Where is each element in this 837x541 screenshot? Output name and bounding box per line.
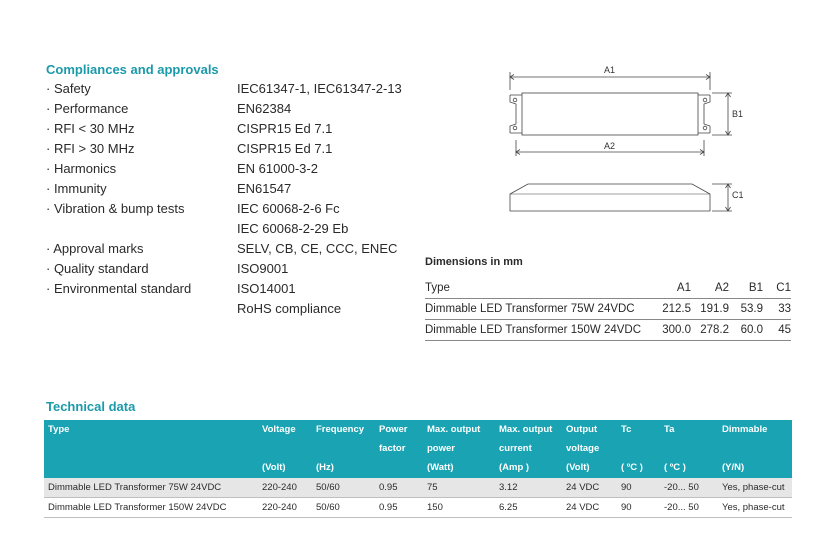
dimension-type-cell: Type <box>425 278 657 299</box>
header-cell: ( ºC ) <box>664 462 686 473</box>
table-cell: 50/60 <box>316 502 340 513</box>
dimension-value-cell: A1 <box>657 278 691 299</box>
compliance-value: EN61547 <box>237 181 292 196</box>
compliance-value: IEC61347-1, IEC61347-2-13 <box>237 81 402 96</box>
table-cell: -20... 50 <box>664 482 699 493</box>
header-cell: (Y/N) <box>722 462 745 473</box>
table-cell: 50/60 <box>316 482 340 493</box>
table-cell: 90 <box>621 482 632 493</box>
table-cell: 220-240 <box>262 502 297 513</box>
dimension-value-cell: A2 <box>691 278 729 299</box>
compliance-value: RoHS compliance <box>237 301 342 316</box>
dimensions-title: Dimensions in mm <box>425 256 523 268</box>
dimension-value-cell: 278.2 <box>691 320 729 341</box>
compliance-label: · Safety <box>46 81 91 96</box>
dimension-value-cell: 45 <box>763 320 791 341</box>
dimension-value-cell: 53.9 <box>729 299 763 320</box>
dimension-value-cell: 212.5 <box>657 299 691 320</box>
header-cell: factor <box>379 443 406 454</box>
header-cell: Power <box>379 424 408 435</box>
table-cell: 6.25 <box>499 502 518 513</box>
compliance-value: ISO9001 <box>237 261 289 276</box>
compliance-label: · Environmental standard <box>46 281 192 296</box>
compliance-value: CISPR15 Ed 7.1 <box>237 121 333 136</box>
table-cell: Dimmable LED Transformer 75W 24VDC <box>48 482 222 493</box>
header-cell: Frequency <box>316 424 365 435</box>
header-cell: Output <box>566 424 598 435</box>
technical-table-header <box>44 420 792 478</box>
header-cell: (Watt) <box>427 462 454 473</box>
table-cell: 0.95 <box>379 482 398 493</box>
table-cell: 3.12 <box>499 482 518 493</box>
dimension-type-cell: Dimmable LED Transformer 75W 24VDC <box>425 299 657 320</box>
compliance-label: · RFI < 30 MHz <box>46 121 135 136</box>
header-cell: (Hz) <box>316 462 334 473</box>
header-cell: Max. output <box>499 424 553 435</box>
header-cell: Ta <box>664 424 675 435</box>
compliance-value: EN 61000-3-2 <box>237 161 318 176</box>
dimensions-row <box>425 299 791 320</box>
header-cell: Dimmable <box>722 424 768 435</box>
compliance-label: · Vibration & bump tests <box>46 201 185 216</box>
compliance-label: · Harmonics <box>46 161 117 176</box>
table-cell: 24 VDC <box>566 482 600 493</box>
compliances-title: Compliances and approvals <box>46 62 219 77</box>
technical-title: Technical data <box>46 399 136 414</box>
compliance-label: · Performance <box>46 101 129 116</box>
dimension-value-cell: 300.0 <box>657 320 691 341</box>
table-cell: Yes, phase-cut <box>722 502 785 513</box>
label-a2: A2 <box>604 141 616 151</box>
header-cell: Tc <box>621 424 632 435</box>
dimension-diagram <box>500 60 760 220</box>
header-cell: (Volt) <box>262 462 286 473</box>
header-cell: Voltage <box>262 424 296 435</box>
compliance-value: EN62384 <box>237 101 292 116</box>
table-cell: 75 <box>427 482 438 493</box>
header-cell: current <box>499 443 532 454</box>
table-cell: 150 <box>427 502 443 513</box>
header-cell: Max. output <box>427 424 481 435</box>
table-row <box>44 478 792 498</box>
dimensions-header-row <box>425 278 791 299</box>
compliance-value: CISPR15 Ed 7.1 <box>237 141 333 156</box>
compliance-label: · RFI > 30 MHz <box>46 141 135 156</box>
dimension-value-cell: C1 <box>763 278 791 299</box>
dimension-value-cell: B1 <box>729 278 763 299</box>
compliance-value: ISO14001 <box>237 281 296 296</box>
dimensions-table <box>425 278 791 341</box>
table-cell: 90 <box>621 502 632 513</box>
compliance-value: IEC 60068-2-6 Fc <box>237 201 340 216</box>
table-cell: Yes, phase-cut <box>722 482 785 493</box>
label-b1: B1 <box>732 109 744 119</box>
compliance-label: · Approval marks <box>46 241 144 256</box>
dimension-value-cell: 33 <box>763 299 791 320</box>
label-c1: C1 <box>732 190 744 200</box>
compliance-label: · Quality standard <box>46 261 149 276</box>
header-cell: ( ºC ) <box>621 462 643 473</box>
header-cell: (Volt) <box>566 462 590 473</box>
header-cell: power <box>427 443 455 454</box>
table-row <box>44 498 792 518</box>
dimensions-row <box>425 320 791 341</box>
table-cell: -20... 50 <box>664 502 699 513</box>
table-cell: 0.95 <box>379 502 398 513</box>
dimension-value-cell: 60.0 <box>729 320 763 341</box>
dimension-value-cell: 191.9 <box>691 299 729 320</box>
dimension-type-cell: Dimmable LED Transformer 150W 24VDC <box>425 320 657 341</box>
label-a1: A1 <box>604 65 616 75</box>
compliance-value: IEC 60068-2-29 Eb <box>237 221 349 236</box>
header-cell: Type <box>48 424 70 435</box>
header-cell: voltage <box>566 443 600 454</box>
compliance-label: · Immunity <box>46 181 107 196</box>
table-cell: 220-240 <box>262 482 297 493</box>
table-cell: 24 VDC <box>566 502 600 513</box>
compliance-value: SELV, CB, CE, CCC, ENEC <box>237 241 398 256</box>
technical-table <box>44 420 792 518</box>
table-cell: Dimmable LED Transformer 150W 24VDC <box>48 502 227 513</box>
header-cell: (Amp ) <box>499 462 530 473</box>
